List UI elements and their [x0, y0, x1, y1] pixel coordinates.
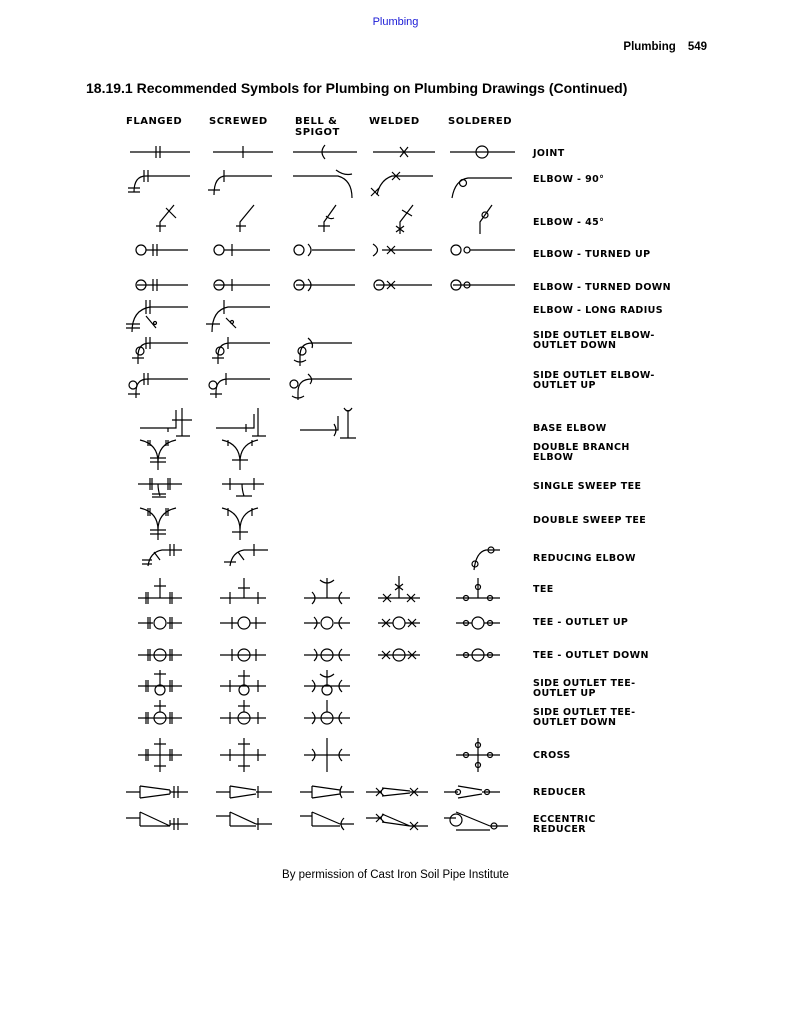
symbol-side-outlet-tee-up-screwed	[220, 670, 266, 695]
symbol-elbow-long-radius-screwed	[206, 300, 270, 332]
symbol-tee-outlet-down-welded	[378, 649, 420, 661]
symbol-reducing-elbow-soldered	[472, 547, 500, 570]
symbol-tee-outlet-up-soldered	[456, 617, 500, 629]
symbol-joint-soldered	[450, 146, 515, 158]
row-label-reducer: REDUCER	[533, 787, 586, 798]
column-header-soldered: SOLDERED	[448, 116, 513, 127]
symbol-single-sweep-tee-screwed	[222, 478, 264, 496]
symbol-elbow-up-flanged	[136, 244, 188, 256]
column-header-flanged: FLANGED	[126, 116, 183, 127]
symbol-side-outlet-tee-down-flanged	[138, 700, 182, 724]
symbol-base-elbow-bell	[300, 408, 356, 438]
symbol-elbow-up-screwed	[214, 244, 270, 256]
symbol-joint-bell	[293, 145, 357, 159]
column-header-welded: WELDED	[369, 116, 420, 127]
symbol-elbow-45-welded	[396, 205, 413, 234]
symbol-tee-outlet-up-bell	[304, 617, 350, 629]
symbol-tee-outlet-up-screwed	[220, 617, 266, 629]
symbol-tee-outlet-up-flanged	[138, 617, 182, 629]
row-label-elbow-45: ELBOW - 45°	[533, 217, 605, 228]
symbol-eccentric-reducer-screwed	[216, 812, 272, 830]
row-label-side-outlet-tee-up: SIDE OUTLET TEE- OUTLET UP	[533, 678, 636, 699]
symbol-elbow-90-screwed	[208, 170, 272, 195]
symbol-reducer-soldered	[444, 786, 500, 798]
symbol-base-elbow-screwed	[216, 408, 266, 436]
symbol-side-outlet-elbow-down-screwed	[212, 337, 270, 364]
symbol-side-outlet-elbow-up-screwed	[209, 373, 270, 398]
symbol-cross-screwed	[220, 738, 266, 772]
row-label-tee-outlet-down: TEE - OUTLET DOWN	[533, 650, 649, 661]
symbol-tee-welded	[378, 576, 420, 602]
symbol-joint-welded	[373, 147, 435, 157]
symbol-cross-bell	[304, 738, 350, 772]
symbol-tee-soldered	[456, 578, 500, 601]
symbol-side-outlet-elbow-up-flanged	[128, 373, 188, 398]
symbol-elbow-down-flanged	[136, 279, 188, 291]
symbol-double-sweep-tee-screwed	[222, 508, 258, 540]
row-label-side-outlet-elbow-down: SIDE OUTLET ELBOW- OUTLET DOWN	[533, 330, 655, 351]
row-label-base-elbow: BASE ELBOW	[533, 423, 607, 434]
row-label-reducing-elbow: REDUCING ELBOW	[533, 553, 636, 564]
symbol-eccentric-reducer-flanged	[126, 812, 188, 830]
symbol-double-branch-elbow-screwed	[222, 440, 258, 470]
symbol-elbow-down-soldered	[451, 280, 515, 290]
symbol-elbow-up-bell	[294, 244, 355, 256]
symbol-side-outlet-elbow-up-bell	[290, 374, 352, 400]
symbol-eccentric-reducer-welded	[366, 814, 428, 830]
symbol-elbow-90-welded	[371, 172, 433, 196]
symbol-tee-outlet-down-flanged	[138, 649, 182, 661]
symbol-elbow-90-flanged	[128, 170, 190, 192]
symbol-reducer-flanged	[126, 786, 188, 798]
symbol-cross-flanged	[138, 738, 182, 772]
symbol-base-elbow-flanged	[140, 408, 192, 436]
symbol-elbow-45-screwed	[236, 205, 254, 232]
symbol-side-outlet-elbow-down-bell	[294, 338, 352, 366]
row-label-double-sweep-tee: DOUBLE SWEEP TEE	[533, 515, 647, 526]
row-label-double-branch-elbow: DOUBLE BRANCH ELBOW	[533, 442, 630, 463]
symbol-tee-outlet-down-soldered	[456, 649, 500, 661]
symbol-reducer-screwed	[216, 786, 272, 798]
symbol-elbow-90-bell	[293, 170, 352, 198]
row-label-eccentric-reducer: ECCENTRIC REDUCER	[533, 814, 596, 835]
symbol-elbow-up-welded	[373, 244, 432, 256]
section-title: 18.19.1 Recommended Symbols for Plumbing on Plumbing Drawings (Continued)	[86, 80, 628, 96]
row-label-joint: JOINT	[533, 148, 565, 159]
row-label-elbow-turned-down: ELBOW - TURNED DOWN	[533, 282, 672, 293]
symbol-eccentric-reducer-bell	[300, 812, 354, 830]
symbol-reducer-bell	[300, 786, 354, 798]
symbol-elbow-45-flanged	[156, 205, 176, 232]
figure-caption: By permission of Cast Iron Soil Pipe Institute	[282, 869, 509, 881]
top-link[interactable]: Plumbing	[372, 16, 419, 28]
symbol-joint-flanged	[130, 146, 190, 158]
symbol-elbow-45-soldered	[480, 205, 492, 234]
row-label-single-sweep-tee: SINGLE SWEEP TEE	[533, 481, 642, 492]
page-number: 549	[687, 41, 707, 53]
running-head-section: Plumbing	[623, 41, 676, 53]
symbol-side-outlet-tee-up-flanged	[138, 670, 182, 695]
symbol-elbow-down-bell	[294, 279, 355, 291]
symbol-reducing-elbow-flanged	[142, 544, 182, 566]
row-label-side-outlet-elbow-up: SIDE OUTLET ELBOW- OUTLET UP	[533, 370, 655, 391]
symbol-elbow-90-soldered	[452, 178, 512, 198]
column-header-screwed: SCREWED	[209, 116, 268, 127]
symbol-side-outlet-tee-down-bell	[304, 700, 350, 724]
symbol-single-sweep-tee-flanged	[138, 478, 182, 497]
symbol-side-outlet-tee-down-screwed	[220, 700, 266, 724]
column-header-bell-spigot: BELL & SPIGOT	[295, 116, 340, 138]
symbol-reducing-elbow-screwed	[224, 544, 268, 566]
symbol-joint-screwed	[213, 146, 273, 158]
symbol-tee-outlet-down-bell	[304, 649, 350, 661]
row-label-tee: TEE	[533, 584, 554, 595]
symbol-side-outlet-elbow-down-flanged	[132, 337, 188, 364]
symbol-elbow-down-welded	[374, 280, 432, 290]
row-label-cross: CROSS	[533, 750, 571, 761]
symbol-double-sweep-tee-flanged	[140, 508, 176, 540]
symbol-elbow-up-soldered	[451, 245, 515, 255]
row-label-elbow-turned-up: ELBOW - TURNED UP	[533, 249, 651, 260]
row-label-side-outlet-tee-down: SIDE OUTLET TEE- OUTLET DOWN	[533, 707, 636, 728]
symbol-elbow-45-bell	[318, 205, 336, 232]
symbol-cross-soldered	[456, 738, 500, 772]
symbol-tee-bell	[304, 578, 350, 604]
symbol-elbow-long-radius-flanged	[126, 300, 188, 332]
symbol-tee-flanged	[138, 578, 182, 604]
symbol-tee-outlet-down-screwed	[220, 649, 266, 661]
symbol-tee-screwed	[220, 578, 266, 604]
symbol-side-outlet-tee-up-bell	[304, 670, 350, 695]
symbol-elbow-down-screwed	[214, 279, 270, 291]
row-label-tee-outlet-up: TEE - OUTLET UP	[533, 617, 629, 628]
symbol-tee-outlet-up-welded	[378, 617, 420, 629]
row-label-elbow-long-radius: ELBOW - LONG RADIUS	[533, 305, 663, 316]
symbol-eccentric-reducer-soldered	[444, 812, 508, 830]
symbol-double-branch-elbow-flanged	[140, 440, 176, 470]
symbol-reducer-welded	[366, 788, 428, 796]
row-label-elbow-90: ELBOW - 90°	[533, 174, 605, 185]
